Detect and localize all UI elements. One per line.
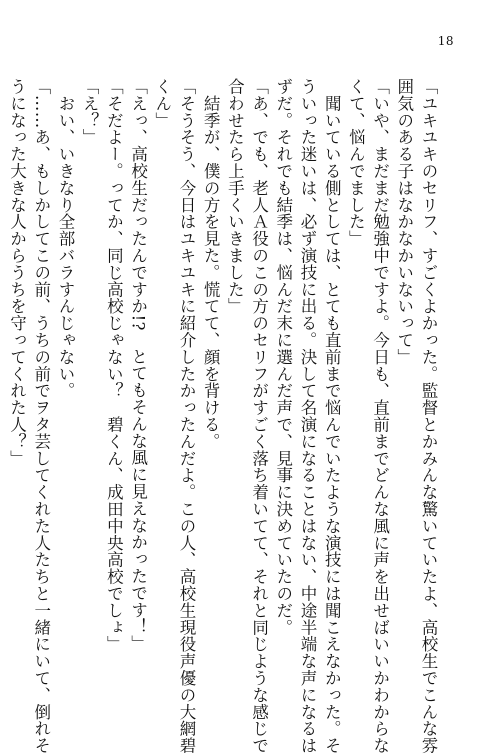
text-line: うになった大きな人からうちを守ってくれた人？」 xyxy=(7,78,27,467)
text-line: 「いや、まだまだ勉強中ですよ。今日も、直前までどんな風に声を出せばいいかわからな xyxy=(370,78,390,754)
text-line: 囲気のある子はなかなかいないって」 xyxy=(394,78,414,366)
text-line: 「えっ、高校生だったんですか!? とてもそんな風に見えなかったです！」 xyxy=(128,78,148,652)
text-line: 合わせたら上手くいきました」 xyxy=(225,78,245,315)
body-text xyxy=(4,78,440,754)
text-line: おい、いきなり全部バラすんじゃない。 xyxy=(55,78,75,400)
text-line: 聞いている側としては、とても直前まで悩んでいたような演技には聞こえなかった。そ xyxy=(322,78,342,754)
text-line: 「あ、でも、老人Ａ役のこの方のセリフがすごく落ち着いてて、それと同じような感じで xyxy=(249,78,269,754)
text-line: ずだ。それでも結季は、悩んだ末に選んだ声で、見事に決めていたのだ。 xyxy=(273,78,293,636)
text-line: くて、悩んでました」 xyxy=(346,78,366,247)
text-line: 「そだよー。ってか、同じ高校じゃない？ 碧くん、成田中央高校でしょ」 xyxy=(104,78,124,653)
text-line: ういった迷いは、必ず演技に出る。決して名演になることはない、中途半端な声になるは xyxy=(297,78,317,754)
page-number: 18 xyxy=(437,34,454,48)
text-line: くん」 xyxy=(152,78,172,129)
text-line: 「え？」 xyxy=(80,78,100,146)
text-line: 「ユキユキのセリフ、すごくよかった。監督とかみんな驚いていたよ、高校生でこんな雰 xyxy=(419,78,438,754)
text-line: 「……あ、もしかしてこの前、うちの前でヲタ芸してくれた人たちと一緒にいて、倒れそ xyxy=(31,78,51,754)
text-line: 結季が、僕の方を見た。慌てて、顔を背ける。 xyxy=(201,78,221,450)
text-line: 「そうそう、今日はユキユキに紹介したかったんだよ。この人、高校生現役声優の大網碧 xyxy=(176,78,196,754)
